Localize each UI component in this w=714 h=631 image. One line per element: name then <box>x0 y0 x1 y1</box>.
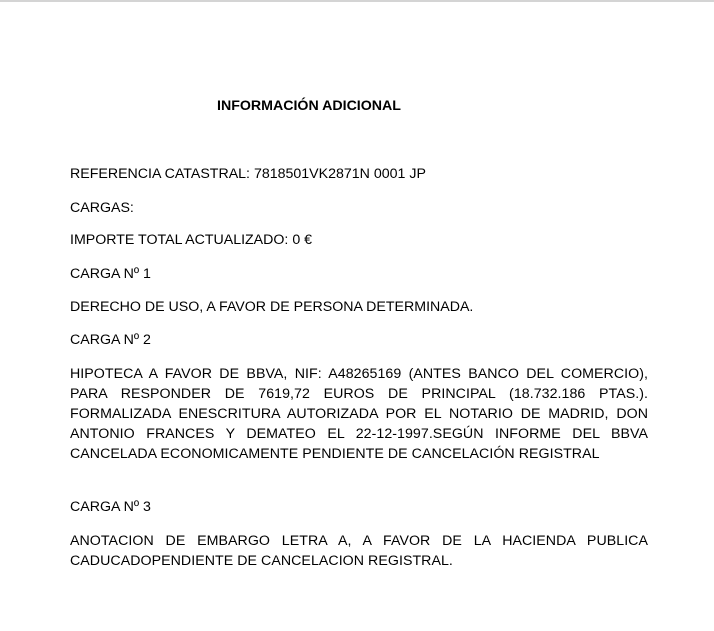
charge-2-text: HIPOTECA A FAVOR DE BBVA, NIF: A48265169 (ANTES BANCO DEL COMERCIO), PARA RESPONDER DE 7619,72 EUROS DE PRINCIPAL (18.732.186 PTAS.). FORMALIZADA ENESCRITURA AUTORIZADA POR EL NOTARIO DE MADRID, DON ANTONIO FRANCES Y DEMATEO EL 22-12-1997.SEGÚN INFORME DEL BBVA CANCELADA ECONOMICAMENTE PENDIENTE DE CANCELACIÓN REGISTRAL <box>70 366 648 462</box>
charge-1-text: DERECHO DE USO, A FAVOR DE PERSONA DETERMINADA. <box>70 299 474 315</box>
charge-3-text: ANOTACION DE EMBARGO LETRA A, A FAVOR DE LA HACIENDA PUBLICA CADUCADOPENDIENTE DE CANCELACION REGISTRAL. <box>70 533 648 569</box>
charge-1-heading: CARGA Nº 1 <box>70 266 151 282</box>
total-amount: IMPORTE TOTAL ACTUALIZADO: 0 € <box>70 232 313 248</box>
cargas-label: CARGAS: <box>70 200 134 216</box>
catastral-reference: REFERENCIA CATASTRAL: 7818501VK2871N 0001 JP <box>70 166 426 182</box>
charge-2-heading: CARGA Nº 2 <box>70 332 151 348</box>
charge-3-heading: CARGA Nº 3 <box>70 499 151 515</box>
document-title: INFORMACIÓN ADICIONAL <box>217 98 401 114</box>
